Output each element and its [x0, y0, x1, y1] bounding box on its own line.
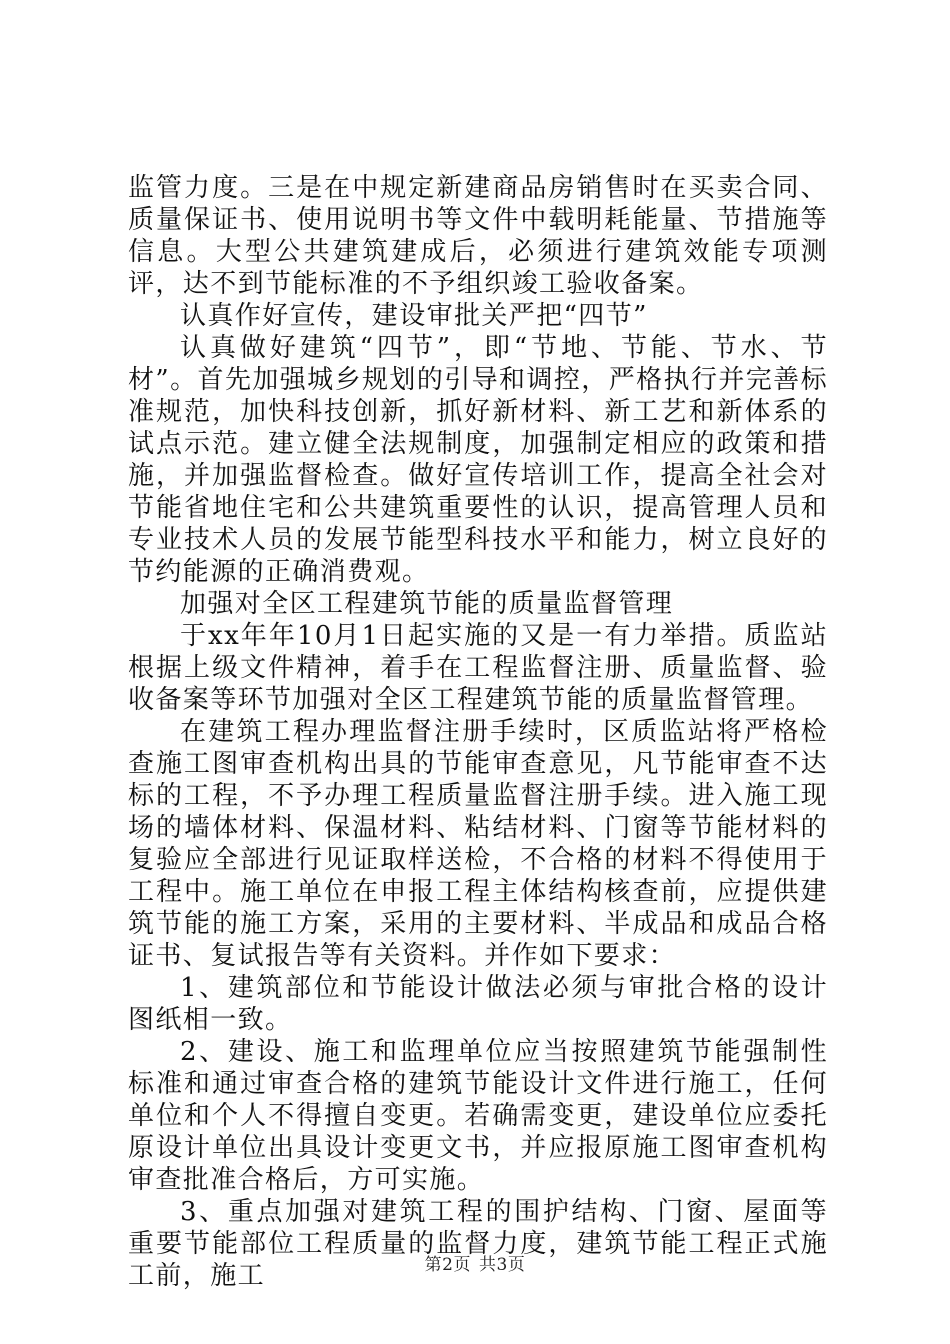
section-heading-quality-supervision: 加强对全区工程建筑节能的质量监督管理 — [180, 589, 674, 619]
paragraph-1: 监管力度。三是在中规定新建商品房销售时在买卖合同、质量保证书、使用说明书等文件中载明耗能量、节措施等信息。大型公共建筑建成后，必须进行建筑效能专项测评，达不到节能标准的不予组织竣工验收备案。 — [128, 173, 828, 299]
list-item-2: 2、建设、施工和监理单位应当按照建筑节能强制性标准和通过审查合格的建筑节能设计文件进行施工，任何单位和个人不得擅自变更。若确需变更，建设单位应委托原设计单位出具设计变更文书，并应报原施工图审查机构审查批准合格后，方可实施。 — [128, 1037, 828, 1195]
paragraph-four-savings: 认真做好建筑“四节”，即“节地、节能、节水、节材”。首先加强城乡规划的引导和调控，严格执行并完善标准规范，加快科技创新，抓好新材料、新工艺和新体系的试点示范。建立健全法规制度，加强制定相应的政策和措施，并加强监督检查。做好宣传培训工作，提高全社会对节能省地住宅和公共建筑重要性的认识，提高管理人员和专业技术人员的发展节能型科技水平和能力，树立良好的节约能源的正确消费观。 — [128, 333, 828, 587]
paragraph-implementation: 于xx年年10月1日起实施的又是一有力举措。质监站根据上级文件精神，着手在工程监督注册、质量监督、验收备案等环节加强对全区工程建筑节能的质量监督管理。 — [128, 621, 828, 715]
page-total: 共3页 — [479, 1255, 526, 1275]
list-item-3: 3、重点加强对建筑工程的围护结构、门窗、屋面等重要节能部位工程质量的监督力度，建筑节能工程正式施工前，施工 — [128, 1197, 828, 1291]
paragraph-registration: 在建筑工程办理监督注册手续时，区质监站将严格检查施工图审查机构出具的节能审查意见，凡节能审查不达标的工程，不予办理工程质量监督注册手续。进入施工现场的墙体材料、保温材料、粘结材料、门窗等节能材料的复验应全部进行见证取样送检，不合格的材料不得使用于工程中。施工单位在申报工程主体结构核查前，应提供建筑节能的施工方案，采用的主要材料、半成品和成品合格证书、复试报告等有关资料。并作如下要求： — [128, 717, 828, 971]
page-footer — [0, 1250, 950, 1275]
page-number: 第2页 — [424, 1255, 471, 1275]
list-item-1: 1、建筑部位和节能设计做法必须与审批合格的设计图纸相一致。 — [128, 973, 828, 1035]
document-body — [128, 172, 828, 1292]
section-heading-publicity: 认真作好宣传，建设审批关严把“四节” — [180, 301, 648, 331]
